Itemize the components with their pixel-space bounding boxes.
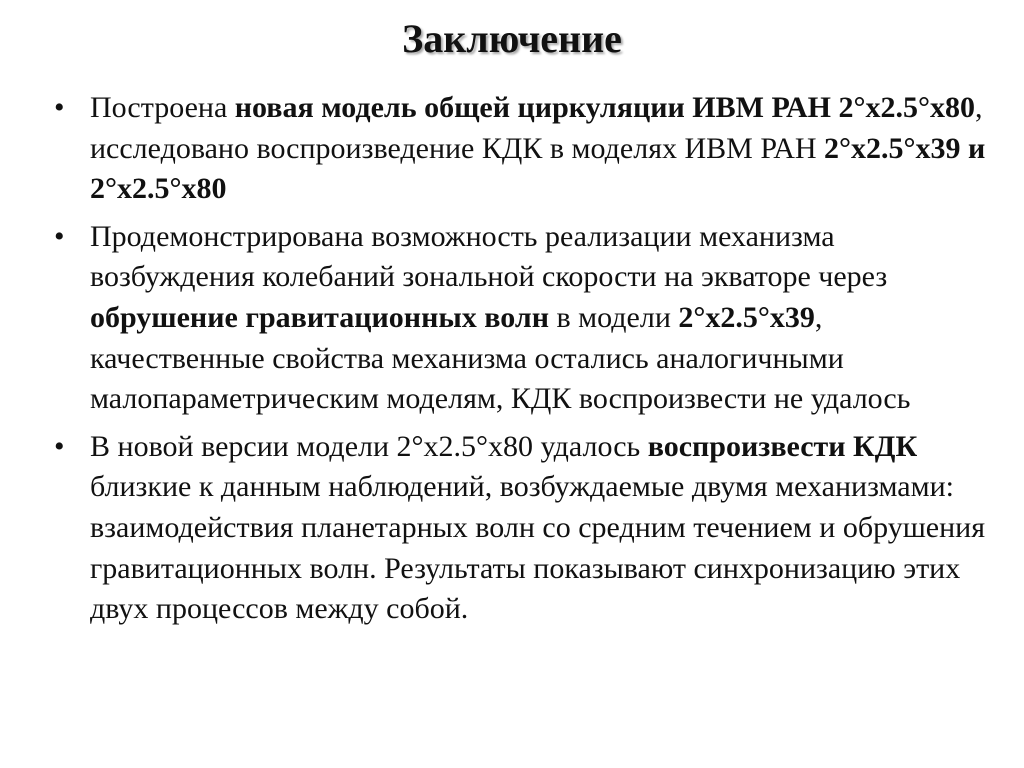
text-run: , качественные свойства механизма остались аналогичными малопараметрическим моделям, КДК воспроизвести не удалось <box>90 300 911 416</box>
text-run: в модели <box>549 300 679 334</box>
bullet-text <box>90 430 985 625</box>
text-run-bold: 2°x2.5°x39 и 2°x2.5°x80 <box>90 131 986 206</box>
text-run: Построена <box>90 91 235 124</box>
bullet-dot-icon: • <box>54 219 65 253</box>
text-run-bold: новая модель общей циркуляции ИВМ РАН 2°x2.5°x80 <box>234 91 975 124</box>
text-run: В новой версии модели 2°x2.5°x80 удалось <box>90 429 648 463</box>
slide-title: Заключение <box>402 16 622 61</box>
conclusion-list <box>50 88 1000 637</box>
bullet-item <box>50 88 1000 210</box>
text-run-bold: 2°x2.5°x39 <box>678 300 815 334</box>
bullet-dot-icon: • <box>54 91 65 124</box>
text-run: , исследовано воспроизведение КДК в моделях ИВМ РАН <box>90 91 983 165</box>
bullet-dot-icon: • <box>54 429 65 463</box>
text-run: Продемонстрирована возможность реализации механизма возбуждения колебаний зональной скорости на экваторе через <box>90 219 888 294</box>
bullet-text <box>90 91 985 205</box>
bullet-item <box>50 217 1000 420</box>
text-run: близкие к данным наблюдений, возбуждаемые двумя механизмами: взаимодействия планетарных волн со средним течением и обрушения гравитационных волн. Результаты показывают синхронизацию этих двух процессов между собой. <box>90 470 986 626</box>
bullet-text <box>90 220 910 415</box>
text-run-bold: воспроизвести КДК <box>647 429 918 463</box>
text-run-bold: обрушение гравитационных волн <box>90 300 549 334</box>
bullet-item <box>50 427 1000 630</box>
